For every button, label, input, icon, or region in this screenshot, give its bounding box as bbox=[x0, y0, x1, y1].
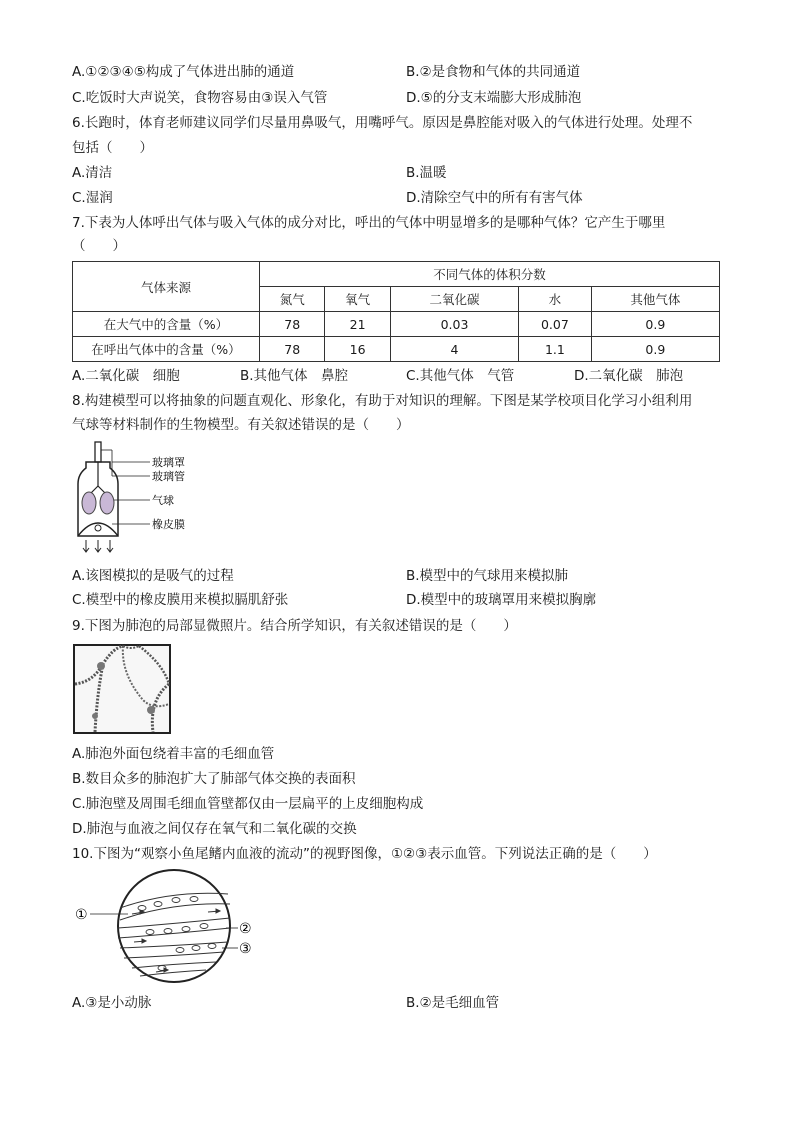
table-cell: 0.9 bbox=[591, 312, 719, 337]
q6-option-b: B.温暖 bbox=[406, 165, 447, 181]
table-cell: 0.9 bbox=[591, 337, 719, 362]
q5-option-b: B.②是食物和气体的共同通道 bbox=[406, 64, 581, 80]
q8-option-a: A.该图模拟的是吸气的过程 bbox=[72, 568, 234, 584]
q10-option-b: B.②是毛细血管 bbox=[406, 995, 500, 1011]
q6-option-a: A.清洁 bbox=[72, 165, 113, 181]
table-cell: 16 bbox=[325, 337, 390, 362]
q6-stem-line1: 6.长跑时，体育老师建议同学们尽量用鼻吸气，用嘴呼气。原因是鼻腔能对吸入的气体进行处理。处理不 bbox=[72, 115, 693, 131]
q6-option-c: C.湿润 bbox=[72, 190, 113, 206]
bell-jar-model-figure bbox=[72, 440, 222, 558]
table-cell: 0.07 bbox=[519, 312, 592, 337]
q7-option-d: D.二氧化碳 肺泡 bbox=[574, 368, 684, 384]
vessel-label-1: ① bbox=[75, 907, 88, 923]
q8-option-b: B.模型中的气球用来模拟肺 bbox=[406, 568, 569, 584]
table-col-header: 水 bbox=[519, 287, 592, 312]
q6-option-d: D.清除空气中的所有有害气体 bbox=[406, 190, 583, 206]
table-col-header: 其他气体 bbox=[591, 287, 719, 312]
q10-option-a: A.③是小动脉 bbox=[72, 995, 152, 1011]
q9-option-a: A.肺泡外面包绕着丰富的毛细血管 bbox=[72, 746, 275, 762]
table-cell: 78 bbox=[260, 312, 325, 337]
q5-option-d: D.⑤的分支末端膨大形成肺泡 bbox=[406, 90, 582, 106]
gas-composition-table bbox=[72, 261, 720, 362]
label-balloon: 气球 bbox=[152, 494, 174, 507]
label-rubber-membrane: 橡皮膜 bbox=[152, 518, 185, 531]
vessel-label-2: ② bbox=[239, 921, 252, 937]
vessel-label-3: ③ bbox=[239, 941, 252, 957]
label-glass-tube: 玻璃管 bbox=[152, 470, 185, 483]
table-col-header: 氮气 bbox=[260, 287, 325, 312]
fish-tail-blood-flow-figure bbox=[72, 868, 262, 988]
q7-stem-line1: 7.下表为人体呼出气体与吸入气体的成分对比，呼出的气体中明显增多的是哪种气体？它产生于哪里 bbox=[72, 215, 666, 231]
q8-stem-line1: 8.构建模型可以将抽象的问题直观化、形象化，有助于对知识的理解。下图是某学校项目化学习小组利用 bbox=[72, 393, 693, 409]
table-cell: 21 bbox=[325, 312, 390, 337]
table-cell: 4 bbox=[390, 337, 518, 362]
q8-option-c: C.模型中的橡皮膜用来模拟膈肌舒张 bbox=[72, 592, 289, 608]
q8-stem-line2: 气球等材料制作的生物模型。有关叙述错误的是（ ） bbox=[72, 417, 410, 433]
q9-stem: 9.下图为肺泡的局部显微照片。结合所学知识，有关叙述错误的是（ ） bbox=[72, 618, 517, 634]
alveoli-micrograph bbox=[73, 644, 171, 734]
table-cell: 0.03 bbox=[390, 312, 518, 337]
q9-option-d: D.肺泡与血液之间仅存在氧气和二氧化碳的交换 bbox=[72, 821, 357, 837]
q5-option-c: C.吃饭时大声说笑，食物容易由③误入气管 bbox=[72, 90, 328, 106]
table-row-label: 在呼出气体中的含量（%） bbox=[73, 337, 260, 362]
table-row-label: 在大气中的含量（%） bbox=[73, 312, 260, 337]
q7-stem-line2: （ ） bbox=[72, 238, 126, 254]
table-col-header: 二氧化碳 bbox=[390, 287, 518, 312]
table-col-header: 氧气 bbox=[325, 287, 390, 312]
table-row bbox=[73, 337, 720, 362]
q7-option-c: C.其他气体 气管 bbox=[406, 368, 515, 384]
table-cell: 1.1 bbox=[519, 337, 592, 362]
table-header-group: 不同气体的体积分数 bbox=[260, 262, 720, 287]
table-row bbox=[73, 312, 720, 337]
q7-option-a: A.二氧化碳 细胞 bbox=[72, 368, 180, 384]
table-header-source: 气体来源 bbox=[73, 262, 260, 312]
q6-stem-line2: 包括（ ） bbox=[72, 140, 153, 156]
label-bell-jar: 玻璃罩 bbox=[152, 456, 185, 469]
q5-option-a: A.①②③④⑤构成了气体进出肺的通道 bbox=[72, 64, 295, 80]
q8-option-d: D.模型中的玻璃罩用来模拟胸廓 bbox=[406, 592, 597, 608]
q9-option-b: B.数目众多的肺泡扩大了肺部气体交换的表面积 bbox=[72, 771, 356, 787]
q7-option-b: B.其他气体 鼻腔 bbox=[240, 368, 349, 384]
q10-stem: 10.下图为“观察小鱼尾鳍内血液的流动”的视野图像，①②③表示血管。下列说法正确的是（ ） bbox=[72, 846, 657, 862]
q9-option-c: C.肺泡壁及周围毛细血管壁都仅由一层扁平的上皮细胞构成 bbox=[72, 796, 424, 812]
table-cell: 78 bbox=[260, 337, 325, 362]
